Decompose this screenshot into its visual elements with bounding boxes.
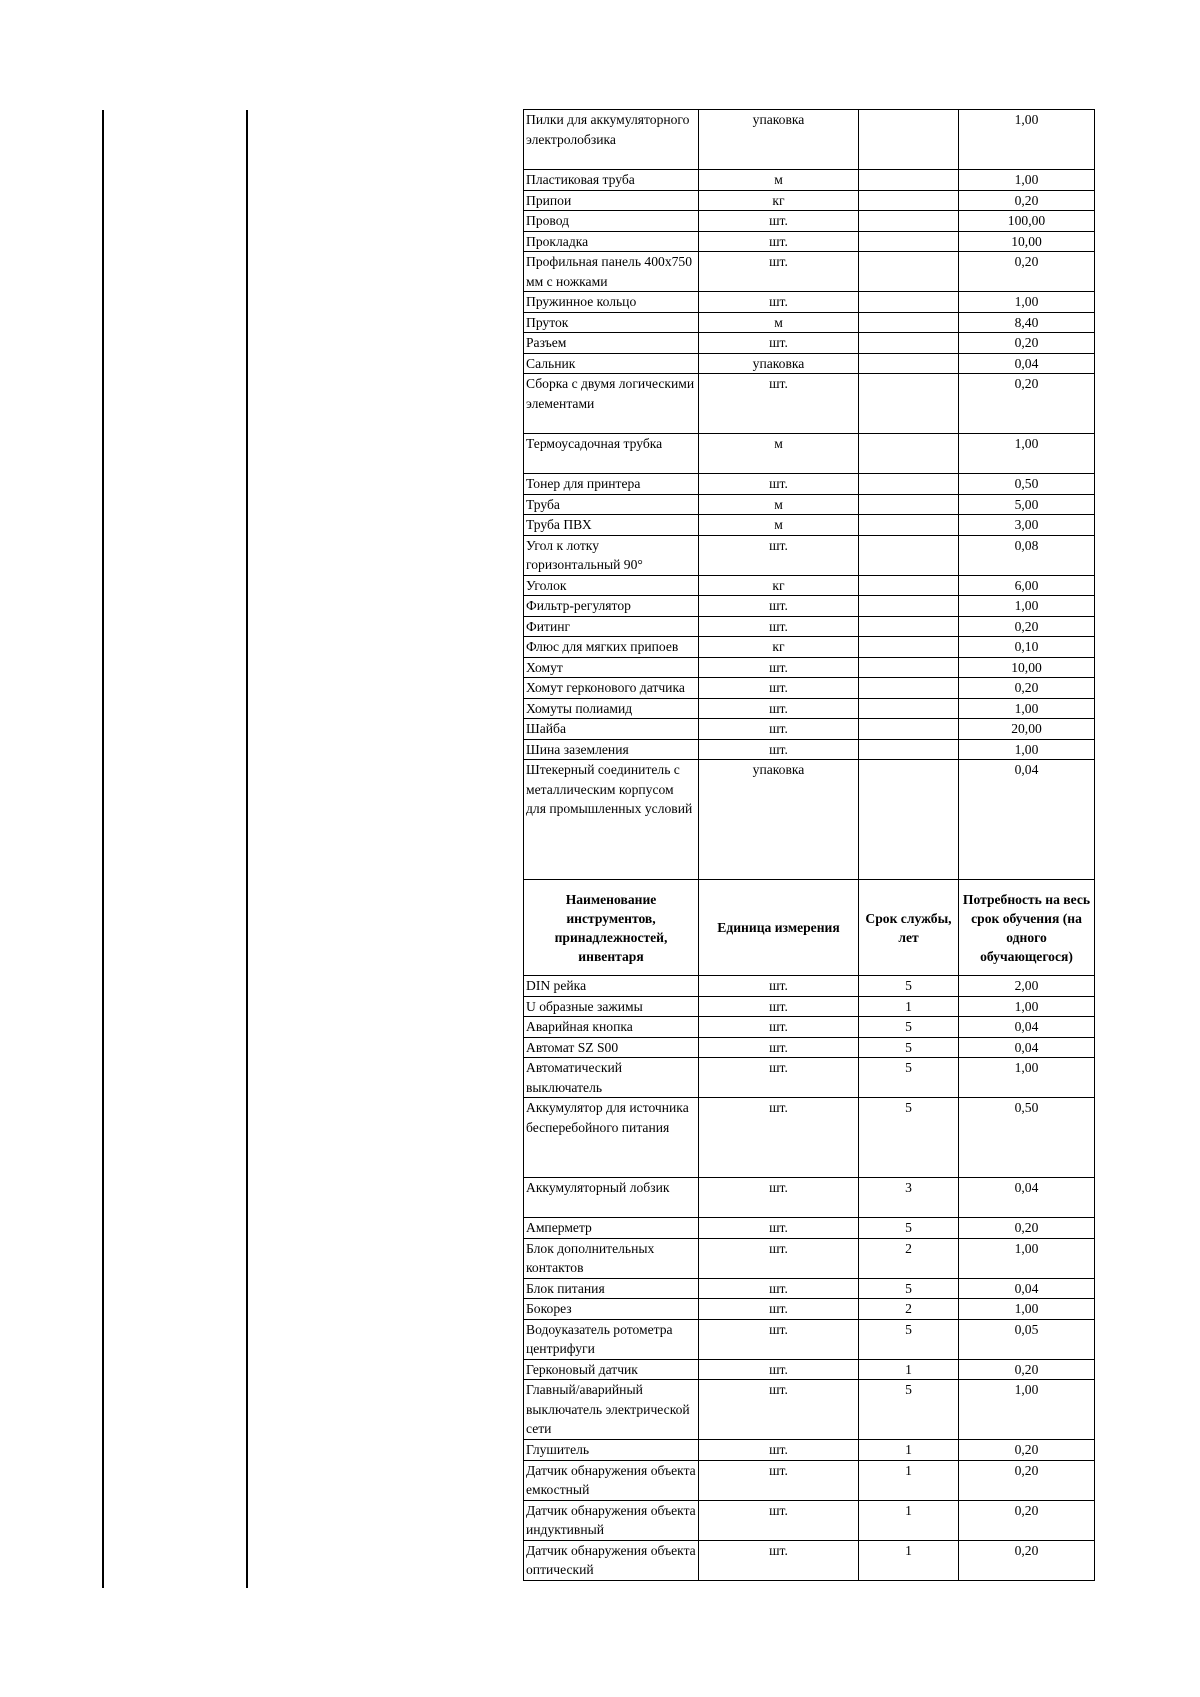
cell-qty: 0,05	[959, 1319, 1095, 1359]
cell-qty: 5,00	[959, 494, 1095, 515]
cell-unit: шт.	[699, 1359, 859, 1380]
cell-term	[859, 535, 959, 575]
cell-name: Пластиковая труба	[524, 170, 699, 191]
table-row	[524, 1218, 1095, 1239]
cell-name: U образные зажимы	[524, 996, 699, 1017]
cell-term	[859, 494, 959, 515]
cell-term: 5	[859, 1017, 959, 1038]
cell-unit: шт.	[699, 1440, 859, 1461]
cell-qty: 0,10	[959, 637, 1095, 658]
cell-qty: 0,20	[959, 1460, 1095, 1500]
cell-unit: шт.	[699, 1098, 859, 1178]
cell-term	[859, 110, 959, 170]
cell-unit: шт.	[699, 596, 859, 617]
table-row	[524, 739, 1095, 760]
cell-term	[859, 760, 959, 880]
cell-term	[859, 678, 959, 699]
table-row	[524, 110, 1095, 170]
cell-unit: упаковка	[699, 110, 859, 170]
cell-term: 5	[859, 1037, 959, 1058]
cell-unit: шт.	[699, 211, 859, 232]
cell-term: 1	[859, 996, 959, 1017]
cell-unit: шт.	[699, 739, 859, 760]
cell-name: Разъем	[524, 333, 699, 354]
table-row	[524, 698, 1095, 719]
table-row	[524, 434, 1095, 474]
cell-term: 5	[859, 1098, 959, 1178]
cell-name: Датчик обнаружения объекта оптический	[524, 1540, 699, 1580]
cell-term	[859, 637, 959, 658]
cell-term: 1	[859, 1359, 959, 1380]
cell-name: Провод	[524, 211, 699, 232]
table-row	[524, 996, 1095, 1017]
cell-qty: 0,20	[959, 333, 1095, 354]
cell-term: 5	[859, 1380, 959, 1440]
cell-name: Хомуты полиамид	[524, 698, 699, 719]
table-row	[524, 1500, 1095, 1540]
cell-term: 3	[859, 1178, 959, 1218]
cell-term: 5	[859, 1319, 959, 1359]
table-row	[524, 1238, 1095, 1278]
table-row	[524, 1440, 1095, 1461]
cell-unit: шт.	[699, 252, 859, 292]
cell-qty: 0,04	[959, 760, 1095, 880]
table-row	[524, 1299, 1095, 1320]
cell-name: Датчик обнаружения объекта индуктивный	[524, 1500, 699, 1540]
table-row	[524, 719, 1095, 740]
cell-name: Фитинг	[524, 616, 699, 637]
cell-unit: шт.	[699, 1500, 859, 1540]
cell-term: 5	[859, 976, 959, 997]
table-row	[524, 292, 1095, 313]
cell-term	[859, 170, 959, 191]
cell-qty: 0,20	[959, 252, 1095, 292]
cell-unit: шт.	[699, 1017, 859, 1038]
table-row	[524, 474, 1095, 495]
cell-name: Блок дополнительных контактов	[524, 1238, 699, 1278]
table-row	[524, 760, 1095, 880]
cell-unit: шт.	[699, 333, 859, 354]
cell-name: Водоуказатель ротометра центрифуги	[524, 1319, 699, 1359]
table-row	[524, 1460, 1095, 1500]
table-row	[524, 637, 1095, 658]
cell-unit: шт.	[699, 996, 859, 1017]
cell-qty: 0,20	[959, 1218, 1095, 1239]
cell-term	[859, 292, 959, 313]
cell-qty: 100,00	[959, 211, 1095, 232]
cell-name: Труба ПВХ	[524, 515, 699, 536]
cell-term	[859, 374, 959, 434]
cell-name: Угол к лотку горизонтальный 90°	[524, 535, 699, 575]
cell-qty: 1,00	[959, 739, 1095, 760]
cell-name: Аккумуляторный лобзик	[524, 1178, 699, 1218]
cell-name: Труба	[524, 494, 699, 515]
table-row	[524, 190, 1095, 211]
cell-qty: 1,00	[959, 996, 1095, 1017]
cell-qty: 10,00	[959, 231, 1095, 252]
cell-qty: 3,00	[959, 515, 1095, 536]
cell-qty: 1,00	[959, 1380, 1095, 1440]
cell-qty: 0,50	[959, 474, 1095, 495]
cell-unit: шт.	[699, 1460, 859, 1500]
cell-name: Тонер для принтера	[524, 474, 699, 495]
cell-unit: шт.	[699, 1319, 859, 1359]
cell-unit: упаковка	[699, 760, 859, 880]
cell-term	[859, 333, 959, 354]
table-row	[524, 575, 1095, 596]
cell-name: Фильтр-регулятор	[524, 596, 699, 617]
cell-term: 2	[859, 1238, 959, 1278]
cell-qty: 0,04	[959, 1037, 1095, 1058]
cell-term: 5	[859, 1058, 959, 1098]
table-row	[524, 657, 1095, 678]
cell-term	[859, 252, 959, 292]
cell-name: Пилки для аккумуляторного электролобзика	[524, 110, 699, 170]
cell-unit: м	[699, 434, 859, 474]
cell-qty: 0,04	[959, 1017, 1095, 1038]
cell-term	[859, 434, 959, 474]
cell-qty: 1,00	[959, 292, 1095, 313]
cell-name: Штекерный соединитель с металлическим корпусом для промышленных условий	[524, 760, 699, 880]
cell-term	[859, 657, 959, 678]
cell-term: 5	[859, 1218, 959, 1239]
cell-unit: шт.	[699, 292, 859, 313]
table-row	[524, 976, 1095, 997]
cell-name: Пружинное кольцо	[524, 292, 699, 313]
table-row	[524, 515, 1095, 536]
cell-unit: шт.	[699, 474, 859, 495]
cell-unit: м	[699, 312, 859, 333]
cell-name: Автоматический выключатель	[524, 1058, 699, 1098]
cell-unit: шт.	[699, 1037, 859, 1058]
header-qty: Потребность на весь срок обучения (на одного обучающегося)	[959, 880, 1095, 976]
table-row	[524, 494, 1095, 515]
cell-term: 2	[859, 1299, 959, 1320]
cell-qty: 0,20	[959, 616, 1095, 637]
cell-qty: 0,04	[959, 1178, 1095, 1218]
left-border-line-1	[102, 110, 104, 1588]
cell-qty: 0,50	[959, 1098, 1095, 1178]
cell-name: Флюс для мягких припоев	[524, 637, 699, 658]
cell-term: 1	[859, 1500, 959, 1540]
cell-qty: 1,00	[959, 1299, 1095, 1320]
cell-unit: шт.	[699, 1218, 859, 1239]
table-row	[524, 312, 1095, 333]
cell-qty: 0,08	[959, 535, 1095, 575]
cell-unit: шт.	[699, 719, 859, 740]
cell-name: Амперметр	[524, 1218, 699, 1239]
cell-term	[859, 575, 959, 596]
table-row	[524, 596, 1095, 617]
cell-name: Аварийная кнопка	[524, 1017, 699, 1038]
header-term: Срок службы, лет	[859, 880, 959, 976]
cell-term	[859, 312, 959, 333]
cell-term: 1	[859, 1440, 959, 1461]
cell-qty: 0,20	[959, 678, 1095, 699]
cell-unit: шт.	[699, 231, 859, 252]
cell-name: Главный/аварийный выключатель электрической сети	[524, 1380, 699, 1440]
cell-term: 5	[859, 1278, 959, 1299]
table-row	[524, 1359, 1095, 1380]
cell-name: DIN рейка	[524, 976, 699, 997]
cell-term	[859, 719, 959, 740]
cell-term	[859, 353, 959, 374]
table-row	[524, 374, 1095, 434]
cell-qty: 10,00	[959, 657, 1095, 678]
cell-unit: шт.	[699, 698, 859, 719]
table-row	[524, 211, 1095, 232]
cell-name: Блок питания	[524, 1278, 699, 1299]
cell-qty: 1,00	[959, 1238, 1095, 1278]
cell-name: Прокладка	[524, 231, 699, 252]
table-row	[524, 1017, 1095, 1038]
table-row	[524, 1037, 1095, 1058]
cell-unit: шт.	[699, 1540, 859, 1580]
header-unit: Единица измерения	[699, 880, 859, 976]
cell-name: Уголок	[524, 575, 699, 596]
cell-name: Датчик обнаружения объекта емкостный	[524, 1460, 699, 1500]
cell-unit: м	[699, 170, 859, 191]
left-border-line-2	[246, 110, 248, 1588]
header-name: Наименование инструментов, принадлежностей, инвентаря	[524, 880, 699, 976]
materials-table	[523, 109, 1095, 1581]
cell-unit: кг	[699, 575, 859, 596]
cell-name: Профильная панель 400x750 мм с ножками	[524, 252, 699, 292]
cell-qty: 0,04	[959, 1278, 1095, 1299]
cell-term	[859, 190, 959, 211]
cell-unit: шт.	[699, 1380, 859, 1440]
cell-term	[859, 739, 959, 760]
cell-name: Хомут герконового датчика	[524, 678, 699, 699]
cell-qty: 1,00	[959, 434, 1095, 474]
cell-unit: м	[699, 494, 859, 515]
cell-name: Сальник	[524, 353, 699, 374]
cell-name: Герконовый датчик	[524, 1359, 699, 1380]
cell-name: Термоусадочная трубка	[524, 434, 699, 474]
cell-qty: 20,00	[959, 719, 1095, 740]
cell-term	[859, 596, 959, 617]
table-row	[524, 1278, 1095, 1299]
cell-qty: 1,00	[959, 110, 1095, 170]
cell-name: Автомат SZ S00	[524, 1037, 699, 1058]
table-row	[524, 535, 1095, 575]
table-row	[524, 170, 1095, 191]
table-row	[524, 1178, 1095, 1218]
cell-name: Пруток	[524, 312, 699, 333]
cell-term: 1	[859, 1460, 959, 1500]
cell-unit: шт.	[699, 657, 859, 678]
cell-unit: шт.	[699, 1178, 859, 1218]
cell-name: Припои	[524, 190, 699, 211]
cell-name: Аккумулятор для источника бесперебойного питания	[524, 1098, 699, 1178]
cell-term	[859, 211, 959, 232]
cell-term	[859, 616, 959, 637]
table-row	[524, 1380, 1095, 1440]
cell-qty: 0,20	[959, 190, 1095, 211]
cell-qty: 1,00	[959, 170, 1095, 191]
cell-term: 1	[859, 1540, 959, 1580]
cell-qty: 0,20	[959, 374, 1095, 434]
cell-qty: 0,20	[959, 1540, 1095, 1580]
cell-qty: 1,00	[959, 596, 1095, 617]
cell-name: Глушитель	[524, 1440, 699, 1461]
cell-unit: шт.	[699, 1238, 859, 1278]
cell-name: Шайба	[524, 719, 699, 740]
cell-unit: шт.	[699, 535, 859, 575]
cell-term	[859, 231, 959, 252]
cell-unit: шт.	[699, 374, 859, 434]
cell-qty: 0,20	[959, 1500, 1095, 1540]
table-row	[524, 616, 1095, 637]
cell-unit: шт.	[699, 1299, 859, 1320]
cell-qty: 0,20	[959, 1440, 1095, 1461]
table-row	[524, 1098, 1095, 1178]
cell-unit: шт.	[699, 616, 859, 637]
cell-qty: 8,40	[959, 312, 1095, 333]
table-row	[524, 678, 1095, 699]
cell-qty: 1,00	[959, 1058, 1095, 1098]
cell-name: Хомут	[524, 657, 699, 678]
table-row	[524, 1319, 1095, 1359]
cell-name: Шина заземления	[524, 739, 699, 760]
cell-name: Бокорез	[524, 1299, 699, 1320]
cell-unit: шт.	[699, 976, 859, 997]
cell-unit: шт.	[699, 1278, 859, 1299]
table-row	[524, 353, 1095, 374]
cell-unit: кг	[699, 637, 859, 658]
cell-unit: шт.	[699, 678, 859, 699]
table-row	[524, 231, 1095, 252]
cell-unit: м	[699, 515, 859, 536]
cell-unit: упаковка	[699, 353, 859, 374]
cell-term	[859, 698, 959, 719]
cell-qty: 2,00	[959, 976, 1095, 997]
table-row	[524, 333, 1095, 354]
cell-unit: кг	[699, 190, 859, 211]
cell-unit: шт.	[699, 1058, 859, 1098]
cell-name: Сборка с двумя логическими элементами	[524, 374, 699, 434]
cell-qty: 0,20	[959, 1359, 1095, 1380]
table-row	[524, 252, 1095, 292]
cell-term	[859, 474, 959, 495]
table-row	[524, 1058, 1095, 1098]
cell-qty: 0,04	[959, 353, 1095, 374]
table-row	[524, 1540, 1095, 1580]
cell-term	[859, 515, 959, 536]
cell-qty: 1,00	[959, 698, 1095, 719]
table-header-row	[524, 880, 1095, 976]
cell-qty: 6,00	[959, 575, 1095, 596]
